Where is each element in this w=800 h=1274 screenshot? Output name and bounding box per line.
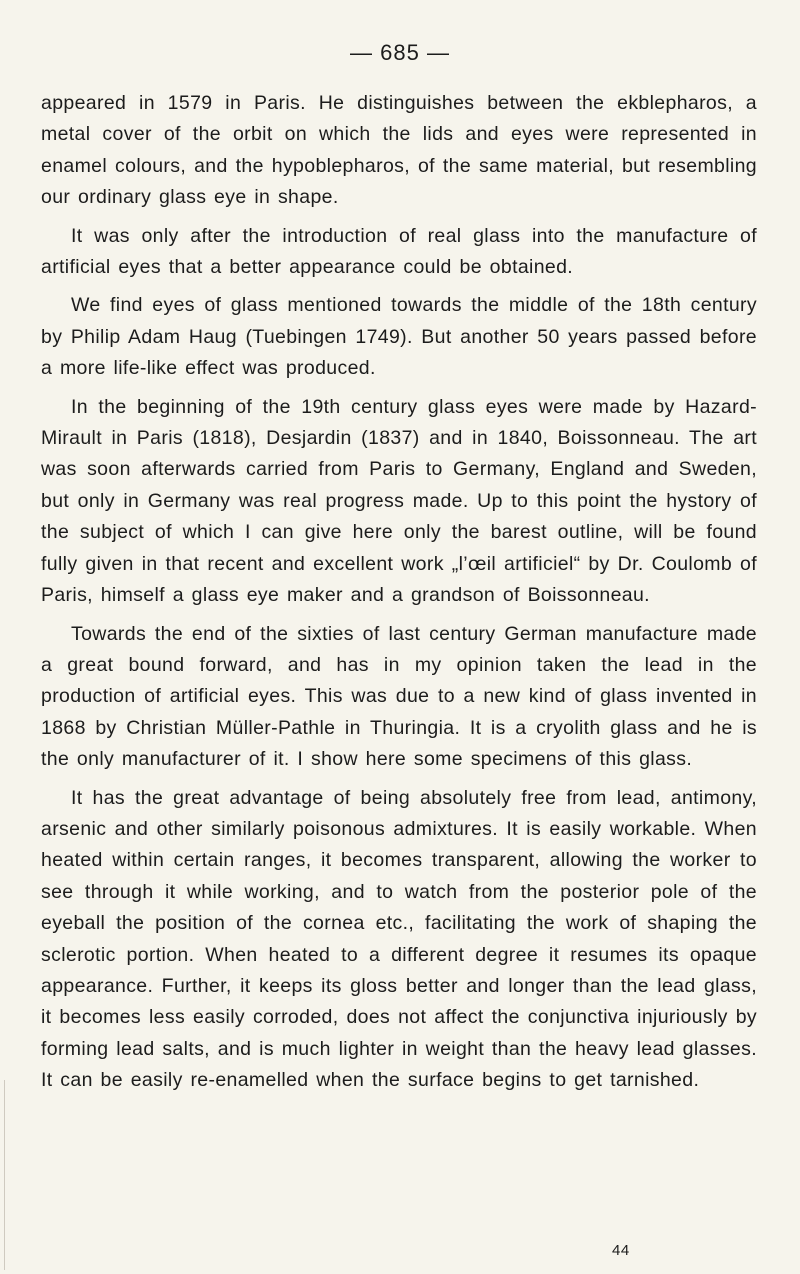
body-text	[41, 88, 757, 1104]
paragraph-19th-century: In the beginning of the 19th century glass eyes were made by Hazard-Mirault in Paris (1818), Desjardin (1837) and in 1840, Boissonneau. The art was soon afterwards carried from Paris to Germany, England and Sweden, but only in Germany was real progress made. Up to this point the hystory of the subject of which I can give here only the barest outline, will be found fully given in that recent and excellent work „l’œil artificiel“ by Dr. Coulomb of Paris, himself a glass eye maker and a grandson of Boissonneau.	[41, 395, 757, 607]
paragraph-sixties: Towards the end of the sixties of last century German manufacture made a great bound forward, and has in my opinion taken the lead in the production of artificial eyes. This was due to a new kind of glass invented in 1868 by Christian Müller-Pathle in Thuringia. It is a cryolith glass and he is the only manufacturer of it. I show here some specimens of this glass.	[41, 622, 757, 771]
paragraph-advantages: It has the great advantage of being absolutely free from lead, antimony, arsenic and other similarly poisonous admixtures. It is easily workable. When heated within certain ranges, it becomes transparent, allowing the worker to see through it while working, and to watch from the posterior pole of the eyeball the position of the cornea etc., facilitating the work of shaping the sclerotic portion. When heated to a different degree it resumes its opaque appearance. Further, it keeps its gloss better and longer than the lead glass, it becomes less easily corroded, does not affect the conjunctiva injuriously by forming lead salts, and is much lighter in weight than the heavy lead glasses. It can be easily re-enamelled when the surface begins to get tarnished.	[41, 786, 757, 1092]
paragraph-real-glass: It was only after the introduction of real glass into the manufacture of artificial eyes that a better appearance could be obtained.	[41, 224, 757, 279]
paragraph-18th-century: We find eyes of glass mentioned towards the middle of the 18th century by Philip Adam Haug (Tuebingen 1749). But another 50 years passed before a more life-like effect was produced.	[41, 294, 757, 380]
paragraph-ekblepharos: appeared in 1579 in Paris. He distinguishes between the ekblepharos, a metal cover of the orbit on which the lids and eyes were represented in enamel colours, and the hypoblepharos, of the same material, but resembling our ordinary glass eye in shape.	[41, 92, 757, 209]
page-edge-line	[4, 1080, 5, 1270]
page-number: — 685 —	[350, 40, 450, 65]
signature-mark: 44	[612, 1242, 630, 1259]
